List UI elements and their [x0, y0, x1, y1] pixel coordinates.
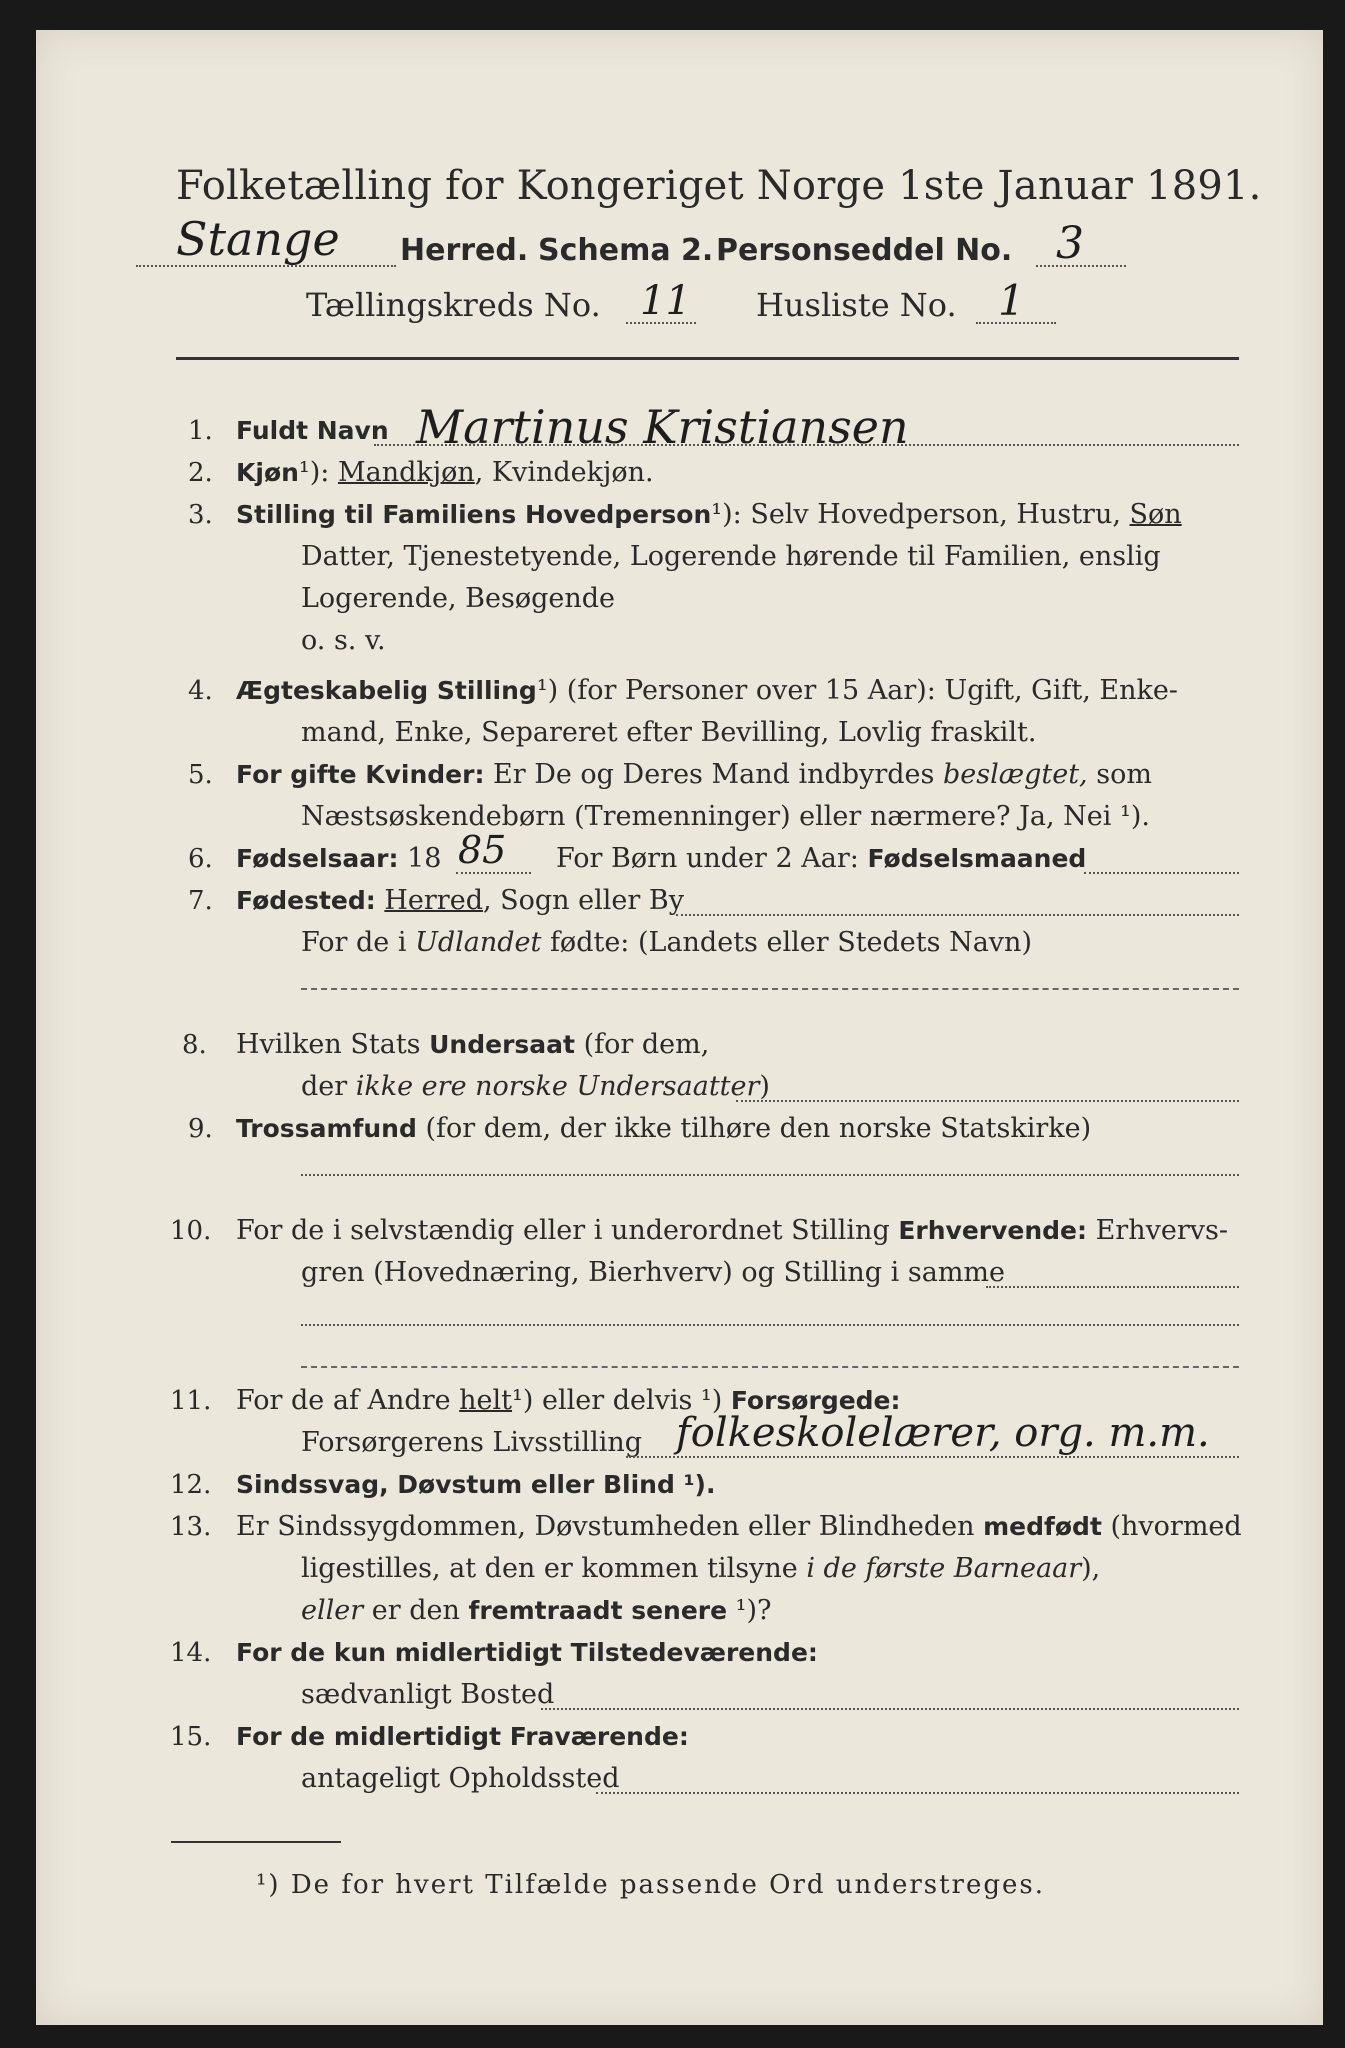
item-number-3: 3. [188, 500, 213, 530]
item-number-2: 2. [188, 458, 213, 488]
birth-year-label: Fødselsaar: [236, 844, 399, 873]
birthplace-options: , Sogn eller By [482, 885, 684, 916]
herred-handwritten-value: Stange [176, 212, 340, 266]
birth-year-handwritten-value: 85 [458, 828, 507, 872]
birth-month-note: For Børn under 2 Aar: [556, 843, 859, 874]
item-number-6: 6. [188, 844, 213, 874]
item-number-7: 7. [188, 886, 213, 916]
personseddel-label: Personseddel No. [716, 233, 1013, 268]
footnote-divider [171, 1841, 341, 1843]
probable-stay-label: antageligt Opholdssted [301, 1763, 620, 1794]
birthplace-label: Fødested: [236, 886, 376, 915]
provider-occupation-fill-line [626, 1456, 1239, 1458]
married-women-line-1 [236, 758, 1152, 792]
citizenship-label: Undersaat [429, 1030, 575, 1059]
married-women-som: som [1087, 759, 1152, 790]
citizenship-non-norwegian: ikke ere norske Undersaatter [355, 1071, 760, 1102]
family-position-label: Stilling til Familiens Hovedperson [236, 500, 712, 529]
dependents-partly: ¹) eller delvis ¹) [512, 1385, 731, 1416]
item-number-5: 5. [188, 760, 213, 790]
congenital-question-mark: ¹)? [727, 1595, 772, 1626]
married-women-line-2: Næstsøskendebørn (Tremenninger) eller nærmere? Ja, Nei ¹). [301, 801, 1150, 832]
citizenship-der: der [301, 1071, 356, 1102]
birthplace-blank-line [301, 988, 1239, 990]
item-number-12: 12. [170, 1470, 212, 1500]
citizenship-prefix: Hvilken Stats [236, 1029, 430, 1060]
kreds-handwritten-value: 11 [640, 278, 691, 324]
occupation-suffix: Erhvervs- [1087, 1215, 1228, 1246]
marital-status-options: ¹) (for Personer over 15 Aar): Ugift, Gift, Enke- [536, 675, 1178, 706]
family-position-line-4: o. s. v. [301, 625, 386, 656]
family-position-line-3: Logerende, Besøgende [301, 583, 615, 614]
kreds-label: Tællingskreds No. [306, 286, 601, 324]
congenital-line-3 [301, 1594, 772, 1628]
husliste-label: Husliste No. [756, 286, 957, 324]
family-position-line-1 [236, 498, 1182, 532]
birthplace-fill-line [676, 914, 1239, 916]
form-title: Folketælling for Kongeriget Norge 1ste Januar 1891. [176, 163, 1262, 209]
usual-residence-fill-line [541, 1708, 1239, 1710]
married-women-related: beslægtet, [942, 759, 1088, 790]
marital-status-label: Ægteskabelig Stilling [236, 676, 537, 705]
dependents-wholly: helt [459, 1385, 513, 1416]
congenital-close: ), [1081, 1553, 1101, 1584]
birthplace-line-1 [236, 884, 684, 918]
item-number-14: 14. [170, 1638, 212, 1668]
birth-year-fill-line [456, 872, 531, 874]
congenital-hvormed: (hvormed [1101, 1511, 1242, 1542]
dependents-prefix: For de af Andre [236, 1385, 460, 1416]
birth-month-fill-line [1084, 872, 1239, 874]
item-number-10: 10. [170, 1216, 212, 1246]
temporary-present-label: For de kun midlertidigt Tilstedeværende: [236, 1638, 818, 1667]
item-number-4: 4. [188, 676, 213, 706]
birth-month-label: Fødselsmaaned [867, 844, 1087, 873]
marital-status-line-2: mand, Enke, Separeret efter Bevilling, Lovlig fraskilt. [301, 717, 1037, 748]
citizenship-line-2 [301, 1070, 770, 1104]
occupation-fill-line [986, 1286, 1239, 1288]
item-number-15: 15. [170, 1722, 212, 1752]
header-divider [176, 357, 1239, 360]
occupation-blank-line-1 [301, 1324, 1239, 1326]
occupation-line-1 [236, 1214, 1228, 1248]
provider-occupation-handwritten-value: folkeskolelærer, org. m.m. [676, 1410, 1210, 1456]
congenital-er-den: er den [363, 1595, 469, 1626]
usual-residence-label: sædvanligt Bosted [301, 1679, 555, 1710]
foreign-born-abroad: Udlandet [415, 927, 542, 958]
disability-label: Sindssvag, Døvstum eller Blind ¹). [236, 1470, 716, 1499]
item-number-13: 13. [170, 1512, 212, 1542]
family-position-line-2: Datter, Tjenestetyende, Logerende hørende til Familien, enslig [301, 541, 1161, 572]
congenital-line-2 [301, 1552, 1100, 1586]
family-position-selected: Søn [1129, 499, 1182, 530]
marital-status-line-1 [236, 674, 1178, 708]
foreign-born-prefix: For de i [301, 927, 416, 958]
occupation-label: Erhvervende: [898, 1216, 1088, 1245]
sex-footnote-mark: ¹ [298, 457, 310, 488]
religion-label: Trossamfund [236, 1114, 417, 1143]
congenital-eller: eller [301, 1595, 364, 1626]
foreign-born-note: fødte: (Landets eller Stedets Navn) [541, 927, 1032, 958]
sex-selected-option: Mandkjøn [337, 457, 475, 488]
married-women-question: Er De og Deres Mand indbyrdes [484, 759, 943, 790]
item-number-11: 11. [170, 1386, 212, 1416]
temporary-absent-label: For de midlertidigt Fraværende: [236, 1722, 689, 1751]
sex-label: Kjøn [236, 458, 299, 487]
provider-occupation-label: Forsørgerens Livsstilling [301, 1427, 643, 1458]
husliste-handwritten-value: 1 [998, 276, 1025, 325]
census-form-sheet [36, 30, 1323, 2025]
dependents-label: Forsørgede: [730, 1386, 901, 1415]
item-number-1: 1. [188, 416, 213, 446]
sex-paren: ): [309, 457, 338, 488]
religion-line [236, 1112, 1091, 1146]
personseddel-handwritten-value: 3 [1056, 218, 1084, 269]
citizenship-fill-line [736, 1100, 1239, 1102]
congenital-label: medfødt [983, 1512, 1102, 1541]
item-number-9: 9. [188, 1114, 213, 1144]
citizenship-paren: ) [759, 1071, 770, 1102]
full-name-handwritten-value: Martinus Kristiansen [416, 400, 909, 454]
occupation-prefix: For de i selvstændig eller i underordnet Stilling [236, 1215, 899, 1246]
congenital-childhood: i de første Barneaar [806, 1553, 1082, 1584]
sex-line [236, 456, 654, 490]
full-name-label: Fuldt Navn [236, 416, 389, 445]
item-number-8: 8. [182, 1030, 207, 1060]
congenital-ligestilles: ligestilles, at den er kommen tilsyne [301, 1553, 807, 1584]
birth-year-prefix: 18 [398, 843, 442, 874]
schema-label: Schema 2. [538, 233, 714, 268]
occupation-blank-line-2 [301, 1366, 1239, 1368]
birthplace-line-2 [301, 926, 1032, 960]
sex-other-option: , Kvindekjøn. [474, 457, 654, 488]
congenital-question: Er Sindssygdommen, Døvstumheden eller Blindheden [236, 1511, 984, 1542]
birth-year-line [236, 842, 441, 876]
probable-stay-fill-line [596, 1792, 1239, 1794]
citizenship-note: (for dem, [574, 1029, 710, 1060]
birth-month-line [556, 842, 1086, 876]
citizenship-line-1 [236, 1028, 709, 1062]
footnote-text: ¹) De for hvert Tilfælde passende Ord understreges. [256, 1870, 1046, 1900]
family-position-options: ¹): Selv Hovedperson, Hustru, [711, 499, 1130, 530]
married-women-label: For gifte Kvinder: [236, 760, 485, 789]
herred-label: Herred. [400, 233, 529, 268]
congenital-line-1 [236, 1510, 1242, 1544]
occupation-line-2: gren (Hovednæring, Bierhverv) og Stilling i samme [301, 1257, 1006, 1288]
birthplace-selected: Herred [384, 885, 483, 916]
religion-blank-line [301, 1174, 1239, 1176]
religion-note: (for dem, der ikke tilhøre den norske Statskirke) [416, 1113, 1092, 1144]
congenital-later: fremtraadt senere [468, 1596, 728, 1625]
